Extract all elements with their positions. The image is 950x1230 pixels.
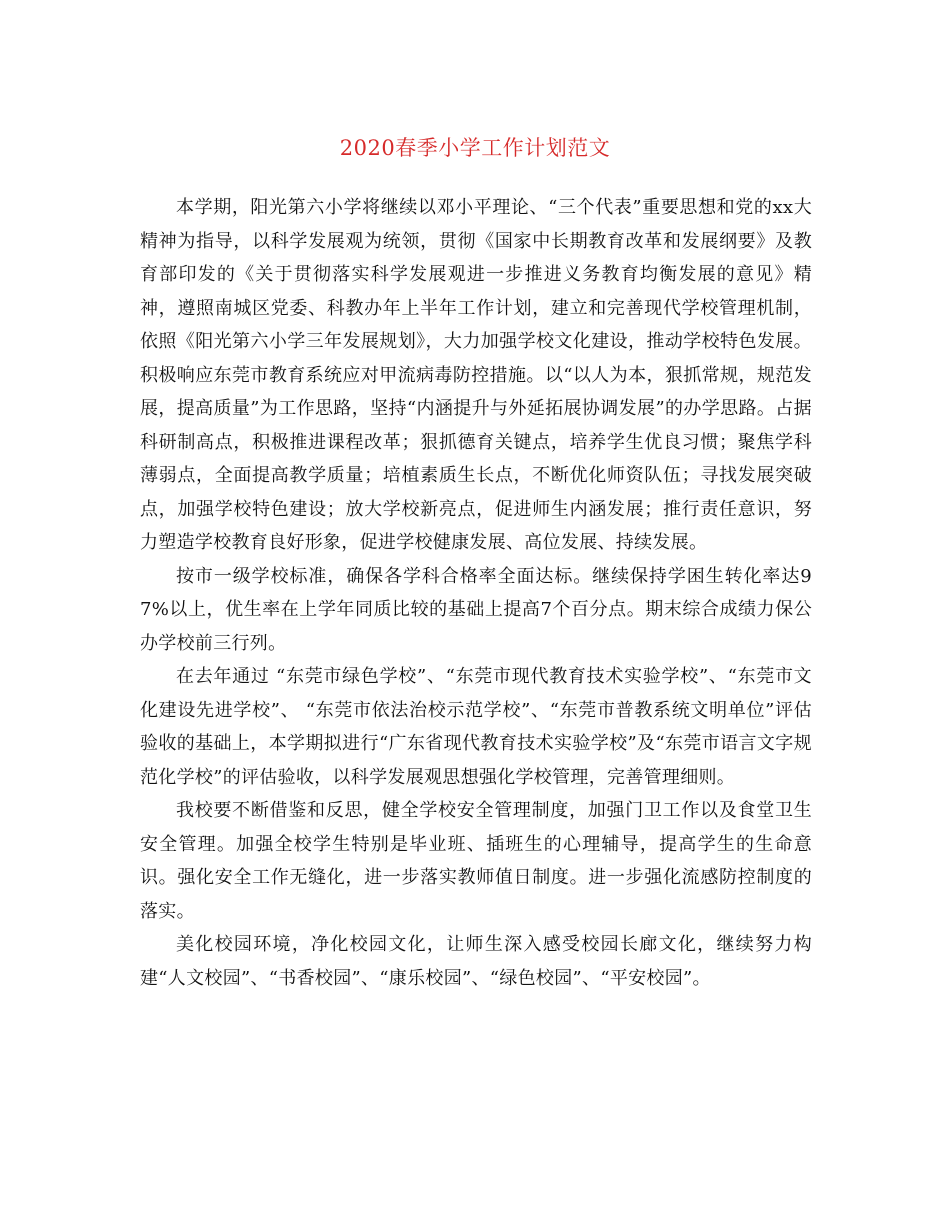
paragraph-4: 我校要不断借鉴和反思，健全学校安全管理制度，加强门卫工作以及食堂卫生安全管理。加强全校学生特别是毕业班、插班生的心理辅导，提高学生的生命意识。强化安全工作无缝化，进一步落实教师值日制度。进一步强化流感防控制度的落实。 xyxy=(140,800,812,922)
paragraph-2: 按市一级学校标准，确保各学科合格率全面达标。继续保持学困生转化率达97%以上，优生率在上学年同质比较的基础上提高7个百分点。期末综合成绩力保公办学校前三行列。 xyxy=(140,565,812,654)
paragraph-1: 本学期，阳光第六小学将继续以邓小平理论、“三个代表”重要思想和党的xx大精神为指导，以科学发展观为统领，贯彻《国家中长期教育改革和发展纲要》及教育部印发的《关于贯彻落实科学发展观进一步推进义务教育均衡发展的意见》精神，遵照南城区党委、科教办年上半年工作计划，建立和完善现代学校管理机制，依照《阳光第六小学三年发展规划》，大力加强学校文化建设，推动学校特色发展。积极响应东莞市教育系统应对甲流病毒防控措施。以“以人为本，狠抓常规，规范发展，提高质量”为工作思路，坚持“内涵提升与外延拓展协调发展”的办学思路。占据科研制高点，积极推进课程改革；狠抓德育关键点，培养学生优良习惯；聚焦学科薄弱点，全面提高教学质量；培植素质生长点，不断优化师资队伍；寻找发展突破点，加强学校特色建设；放大学校新亮点，促进师生内涵发展；推行责任意识，努力塑造学校教育良好形象，促进学校健康发展、高位发展、持续发展。 xyxy=(140,197,812,553)
paragraph-3: 在去年通过 “东莞市绿色学校”、“东莞市现代教育技术实验学校”、“东莞市文化建设先进学校”、 “东莞市依法治校示范学校”、“东莞市普教系统文明单位”评估验收的基础上，本学期拟进行“广东省现代教育技术实验学校”及“东莞市语言文字规范化学校”的评估验收，以科学发展观思想强化学校管理，完善管理细则。 xyxy=(140,666,812,788)
document-title: 2020春季小学工作计划范文 xyxy=(339,136,611,160)
paragraph-5: 美化校园环境，净化校园文化，让师生深入感受校园长廊文化，继续努力构建“人文校园”、“书香校园”、“康乐校园”、“绿色校园”、“平安校园”。 xyxy=(140,934,812,989)
document-body xyxy=(140,191,812,995)
